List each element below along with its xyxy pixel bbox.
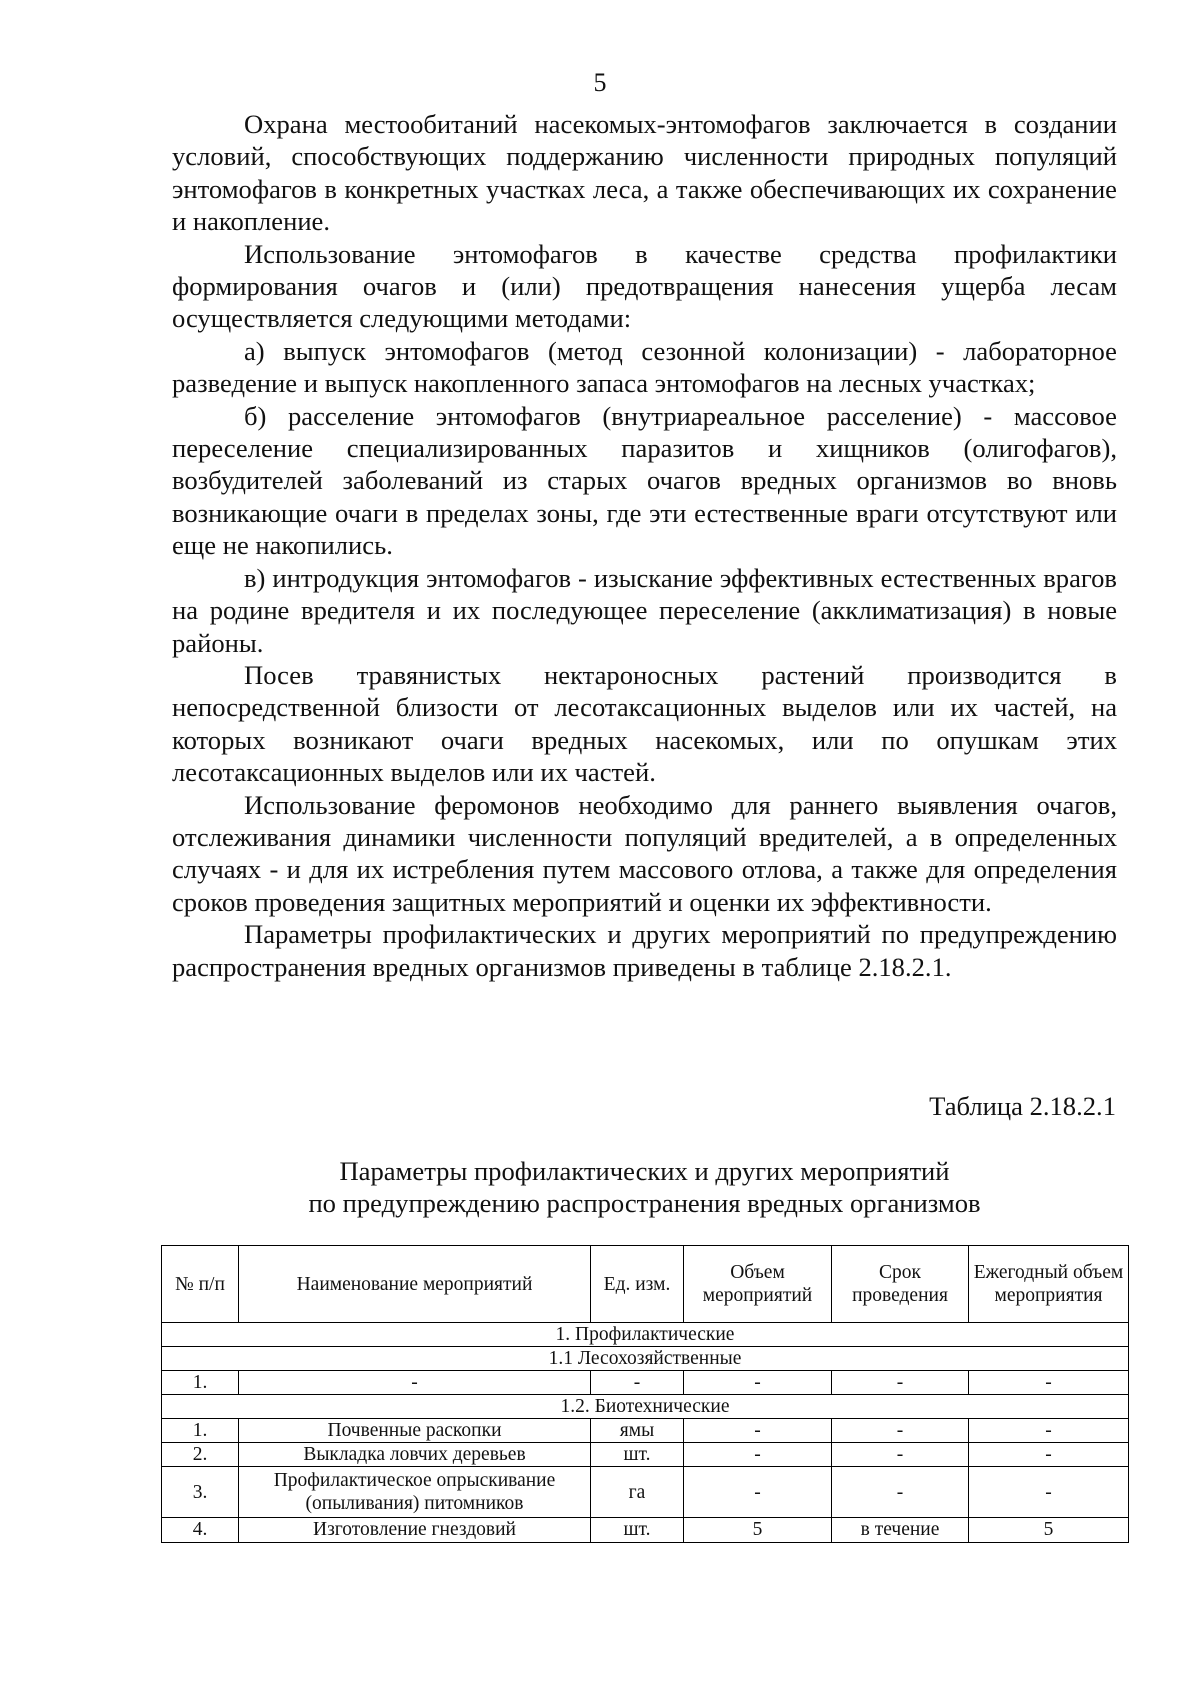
paragraph: в) интродукция энтомофагов - изыскание эффективных естественных врагов на родине вредителя и их последующее переселение (акклиматизация) в новые районы. bbox=[172, 562, 1117, 658]
header-unit: Ед. изм. bbox=[591, 1246, 684, 1323]
cell-volume: 5 bbox=[684, 1518, 832, 1543]
paragraph: Охрана местообитаний насекомых-энтомофагов заключается в создании условий, способствующих поддержанию численности природных популяций энтомофагов в конкретных участках леса, а также обеспечивающих их сохранение и накопление. bbox=[172, 109, 1117, 237]
table-row bbox=[162, 1518, 1129, 1543]
section-title: 1. Профилактические bbox=[162, 1323, 1129, 1347]
table-row bbox=[162, 1467, 1129, 1518]
page-number: 5 bbox=[593, 68, 607, 97]
cell-num: 1. bbox=[162, 1419, 239, 1443]
cell-volume: - bbox=[684, 1371, 832, 1395]
table-title bbox=[172, 1155, 1117, 1219]
cell-volume: - bbox=[684, 1443, 832, 1467]
header-name: Наименование мероприятий bbox=[239, 1246, 591, 1323]
cell-term: в течение bbox=[832, 1518, 969, 1543]
cell-annual: - bbox=[969, 1371, 1129, 1395]
cell-term: - bbox=[832, 1467, 969, 1518]
cell-unit: га bbox=[591, 1467, 684, 1518]
paragraph: а) выпуск энтомофагов (метод сезонной колонизации) - лабораторное разведение и выпуск накопленного запаса энтомофагов на лесных участках; bbox=[172, 335, 1117, 399]
cell-unit: - bbox=[591, 1371, 684, 1395]
header-term: Срок проведения bbox=[832, 1246, 969, 1323]
header-annual: Ежегодный объем мероприятия bbox=[969, 1246, 1129, 1323]
paragraph: Использование энтомофагов в качестве средства профилактики формирования очагов и (или) предотвращения нанесения ущерба лесам осуществляется следующими методами: bbox=[172, 238, 1117, 334]
cell-unit: шт. bbox=[591, 1518, 684, 1543]
table-row bbox=[162, 1371, 1129, 1395]
cell-num: 3. bbox=[162, 1467, 239, 1518]
subsection-title: 1.1 Лесохозяйственные bbox=[162, 1347, 1129, 1371]
cell-unit: ямы bbox=[591, 1419, 684, 1443]
table-row bbox=[162, 1443, 1129, 1467]
paragraph: Использование феромонов необходимо для раннего выявления очагов, отслеживания динамики численности популяций вредителей, а в определенных случаях - и для их истребления путем массового отлова, а также для определения сроков проведения защитных мероприятий и оценки их эффективности. bbox=[172, 789, 1117, 917]
cell-name: - bbox=[239, 1371, 591, 1395]
table-row bbox=[162, 1419, 1129, 1443]
cell-term: - bbox=[832, 1443, 969, 1467]
section-row bbox=[162, 1323, 1129, 1347]
cell-name: Изготовление гнездовий bbox=[239, 1518, 591, 1543]
cell-annual: 5 bbox=[969, 1518, 1129, 1543]
cell-name: Почвенные раскопки bbox=[239, 1419, 591, 1443]
table-header-row bbox=[162, 1246, 1129, 1323]
table-title-line: по предупреждению распространения вредных организмов bbox=[308, 1188, 981, 1218]
cell-annual: - bbox=[969, 1467, 1129, 1518]
cell-annual: - bbox=[969, 1419, 1129, 1443]
header-volume: Объем мероприятий bbox=[684, 1246, 832, 1323]
paragraph: Параметры профилактических и других мероприятий по предупреждению распространения вредных организмов приведены в таблице 2.18.2.1. bbox=[172, 919, 1117, 982]
header-num: № п/п bbox=[162, 1246, 239, 1323]
cell-volume: - bbox=[684, 1419, 832, 1443]
cell-volume: - bbox=[684, 1467, 832, 1518]
cell-num: 1. bbox=[162, 1371, 239, 1395]
paragraph: б) расселение энтомофагов (внутриареальное расселение) - массовое переселение специализированных паразитов и хищников (олигофагов), возбудителей заболеваний из старых очагов вредных организмов во вновь возникающие очаги в пределах зоны, где эти естественные враги отсутствуют или еще не накопились. bbox=[172, 400, 1117, 561]
subsection-row bbox=[162, 1347, 1129, 1371]
cell-unit: шт. bbox=[591, 1443, 684, 1467]
table-number: Таблица 2.18.2.1 bbox=[929, 1091, 1116, 1121]
cell-name: Выкладка ловчих деревьев bbox=[239, 1443, 591, 1467]
cell-num: 4. bbox=[162, 1518, 239, 1543]
body-text bbox=[172, 108, 1117, 983]
subsection-title: 1.2. Биотехнические bbox=[162, 1395, 1129, 1419]
cell-name: Профилактическое опрыскивание (опыливания) питомников bbox=[239, 1467, 591, 1518]
subsection-row bbox=[162, 1395, 1129, 1419]
measures-table bbox=[161, 1245, 1129, 1543]
table-title-line: Параметры профилактических и других мероприятий bbox=[339, 1156, 950, 1186]
cell-num: 2. bbox=[162, 1443, 239, 1467]
cell-term: - bbox=[832, 1371, 969, 1395]
paragraph: Посев травянистых нектароносных растений производится в непосредственной близости от лесотаксационных выделов или их частей, на которых возникают очаги вредных насекомых, или по опушкам этих лесотаксационных выделов или их частей. bbox=[172, 659, 1117, 788]
cell-term: - bbox=[832, 1419, 969, 1443]
cell-annual: - bbox=[969, 1443, 1129, 1467]
